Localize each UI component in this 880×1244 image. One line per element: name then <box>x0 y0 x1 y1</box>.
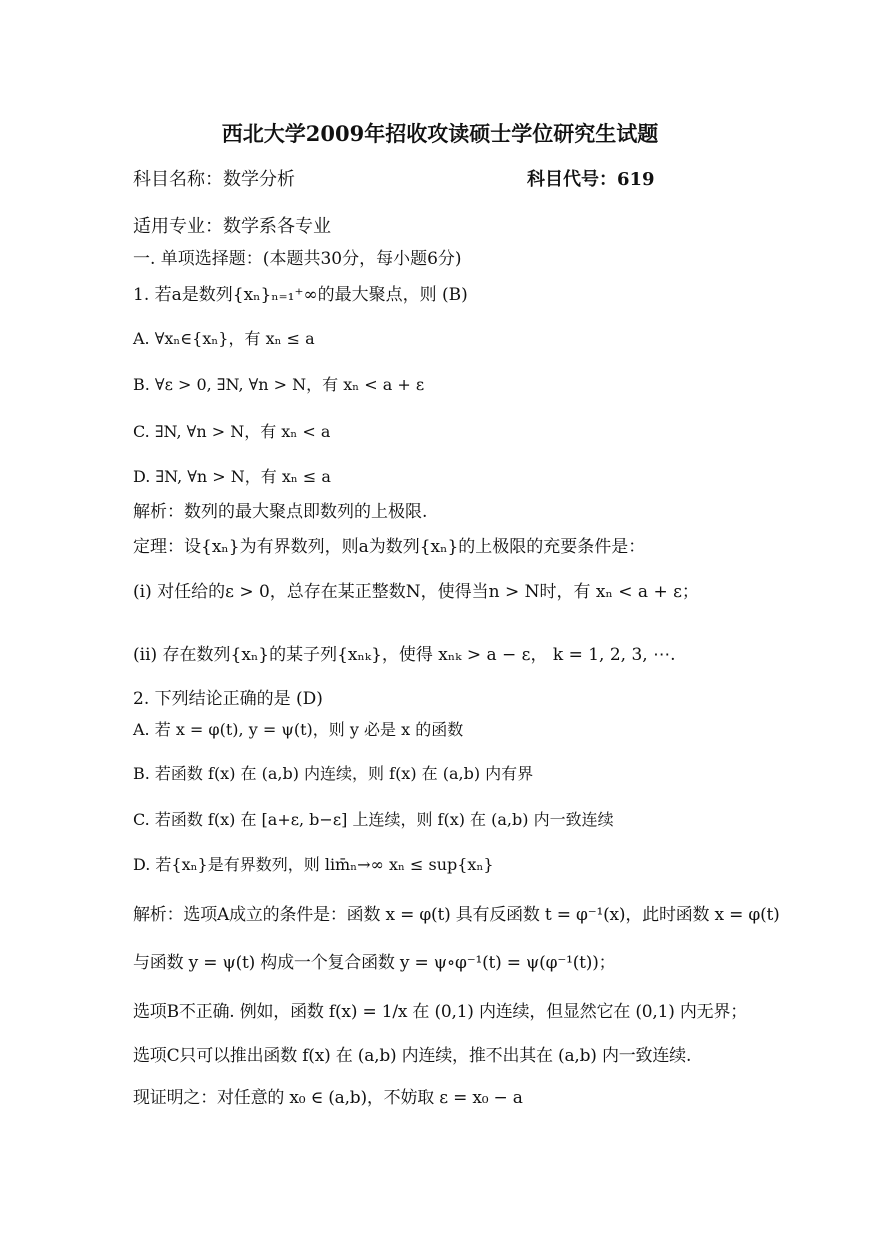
question-1-option-a: A. ∀xₙ∈{xₙ}，有 xₙ ≤ a <box>133 329 315 348</box>
question-2-option-b: B. 若函数 f(x) 在 (a,b) 内连续，则 f(x) 在 (a,b) 内有界 <box>133 764 534 783</box>
question-2-solution-line-2: 与函数 y = ψ(t) 构成一个复合函数 y = ψ∘φ⁻¹(t) = ψ(φ⁻¹(t))； <box>133 953 616 973</box>
question-2-solution-line-1: 解析：选项A成立的条件是：函数 x = φ(t) 具有反函数 t = φ⁻¹(x)，此时函数 x = φ(t) <box>133 905 780 925</box>
question-1-option-b: B. ∀ε > 0, ∃N, ∀n > N，有 xₙ < a + ε <box>133 375 425 394</box>
question-1-analysis: 解析：数列的最大聚点即数列的上极限. <box>133 502 428 522</box>
question-1-option-d: D. ∃N, ∀n > N，有 xₙ ≤ a <box>133 467 331 486</box>
question-2-solution-line-4: 选项C只可以推出函数 f(x) 在 (a,b) 内连续，推不出其在 (a,b) 内一致连续. <box>133 1046 692 1066</box>
question-2-option-c: C. 若函数 f(x) 在 [a+ε, b−ε] 上连续，则 f(x) 在 (a,b) 内一致连续 <box>133 810 614 829</box>
question-2-solution-line-3: 选项B不正确. 例如，函数 f(x) = 1/x 在 (0,1) 内连续，但显然它在 (0,1) 内无界； <box>133 1002 748 1022</box>
subject-name: 科目名称：数学分析 <box>133 169 295 190</box>
question-2-option-a: A. 若 x = φ(t), y = ψ(t)，则 y 必是 x 的函数 <box>133 720 464 739</box>
question-2-stem: 2. 下列结论正确的是 (D) <box>133 689 323 709</box>
question-1-theorem: 定理：设{xₙ}为有界数列，则a为数列{xₙ}的上极限的充要条件是： <box>133 537 646 557</box>
question-1-condition-1: (i) 对任给的ε > 0，总存在某正整数N，使得当n > N时，有 xₙ < a + ε； <box>133 582 699 602</box>
question-2-option-d: D. 若{xₙ}是有界数列，则 lim̄ₙ→∞ xₙ ≤ sup{xₙ} <box>133 855 494 874</box>
question-1-option-c: C. ∃N, ∀n > N，有 xₙ < a <box>133 422 331 441</box>
applicable-major: 适用专业：数学系各专业 <box>133 216 331 237</box>
question-2-solution-line-5: 现证明之：对任意的 x₀ ∈ (a,b)，不妨取 ε = x₀ − a <box>133 1088 523 1108</box>
page-title: 西北大学2009年招收攻读硕士学位研究生试题 <box>221 121 659 146</box>
subject-code: 科目代号：619 <box>527 169 655 190</box>
question-1-stem: 1. 若a是数列{xₙ}ₙ₌₁⁺∞的最大聚点，则 (B) <box>133 285 468 305</box>
question-1-condition-2: (ii) 存在数列{xₙ}的某子列{xₙₖ}，使得 xₙₖ > a − ε， k = 1, 2, 3, ⋯. <box>133 645 676 665</box>
section-heading: 一. 单项选择题：(本题共30分，每小题6分) <box>133 249 462 269</box>
